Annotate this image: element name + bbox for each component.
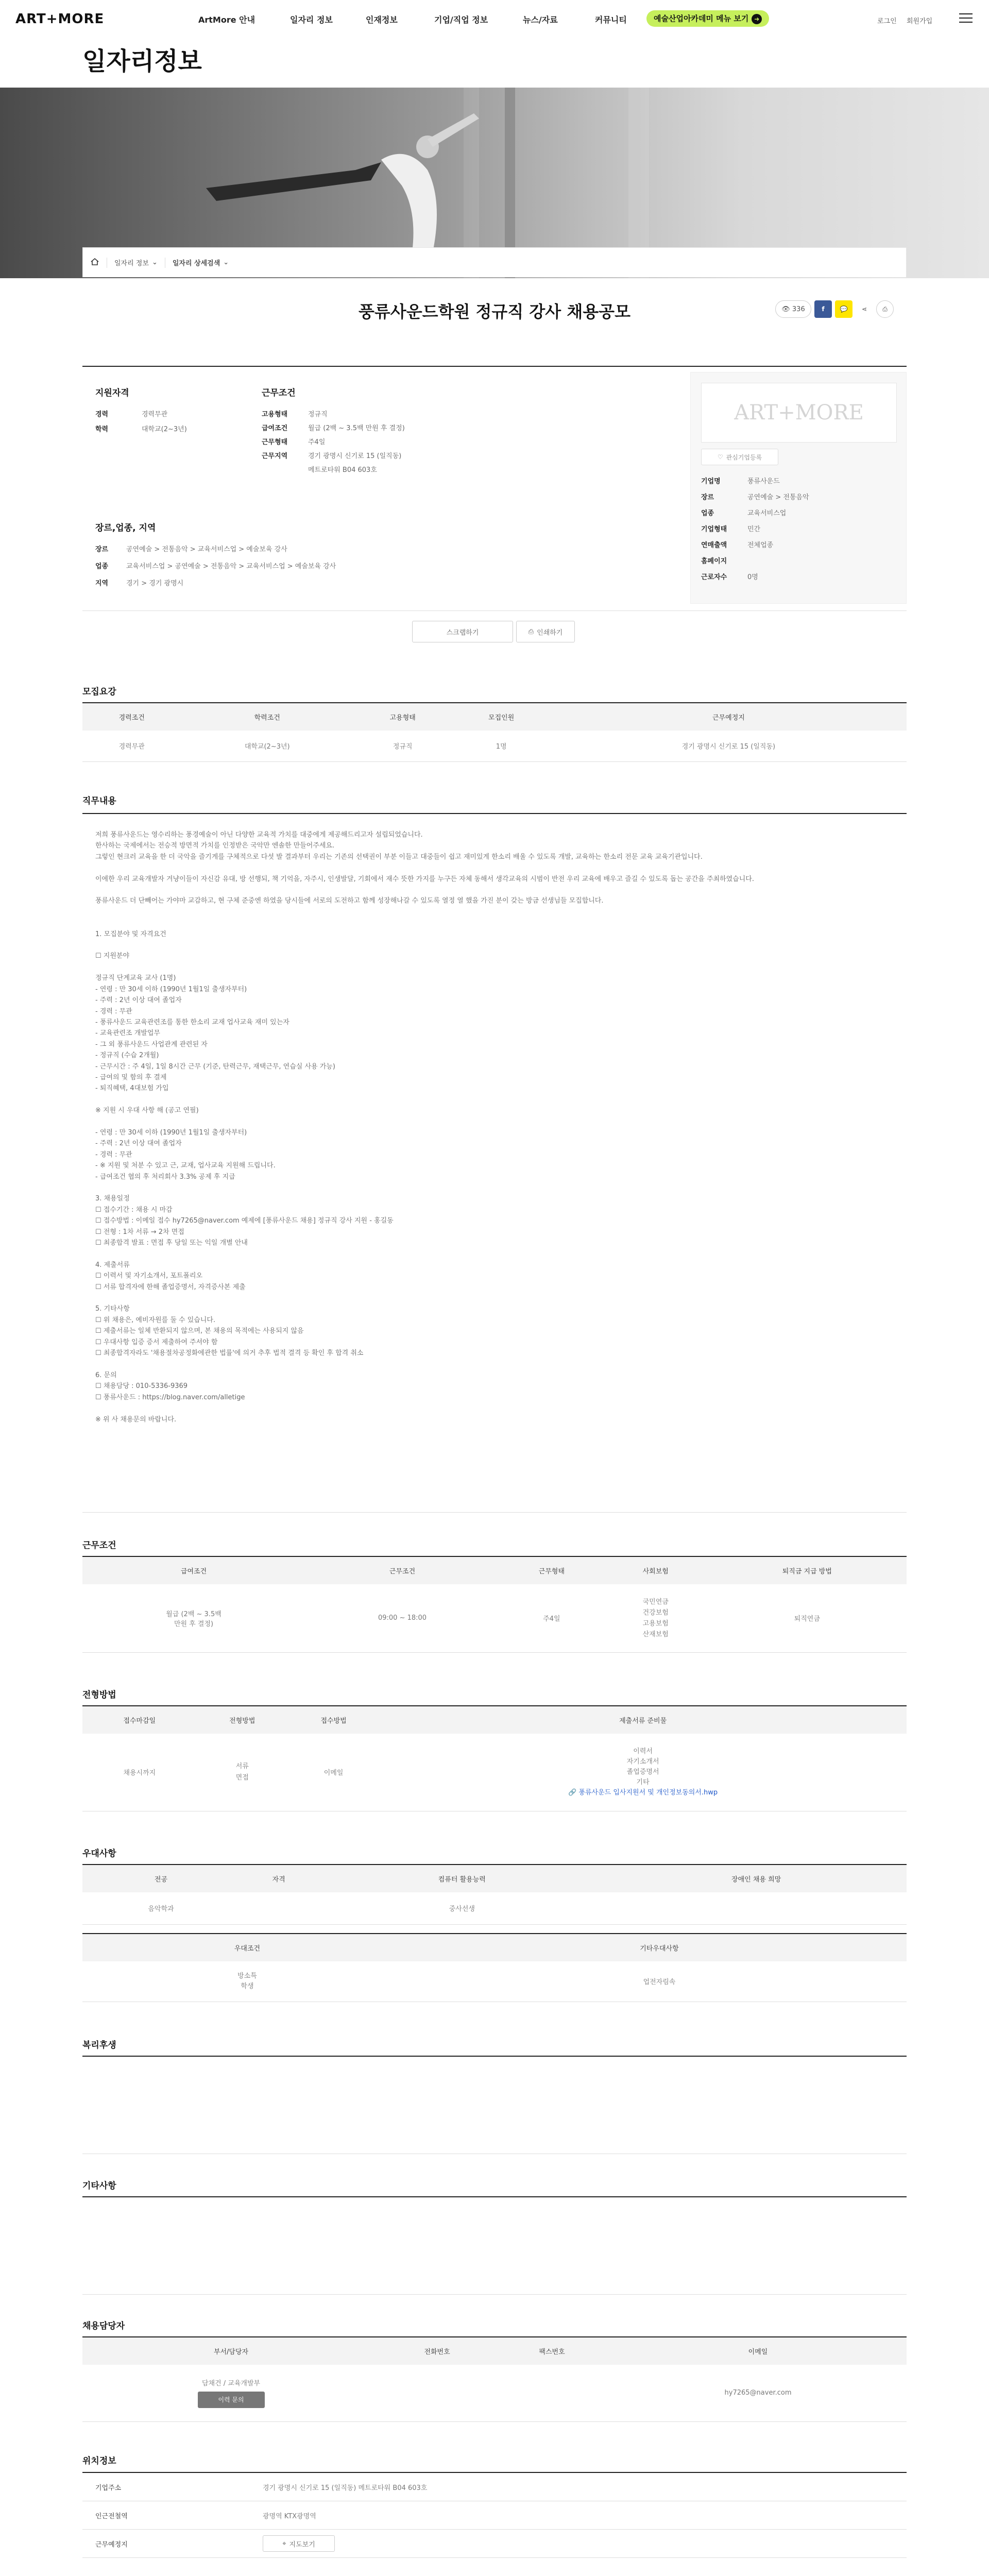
login-link[interactable]: 로그인 [877, 18, 897, 25]
contact-inquiry-button[interactable]: 이력 문의 [198, 2392, 265, 2408]
table-header: 모집인원 [452, 703, 550, 731]
table-cell: 이력서 자기소개서 졸업증명서 기타 🔗 풍류사운드 입사지원서 및 개인정보동의서.hwp [379, 1734, 907, 1811]
table-header: 자격 [240, 1865, 318, 1892]
table-cell: 음악학과 [82, 1892, 240, 1924]
kakao-share-icon[interactable]: 💬 [835, 300, 852, 318]
table-header: 학력조건 [181, 703, 353, 731]
table-header: 접수마감일 [82, 1706, 197, 1734]
selection-table [82, 1705, 907, 1811]
table-header: 퇴직금 지급 방법 [708, 1556, 907, 1584]
industry-section [95, 520, 435, 587]
chevron-down-icon: ⌄ [223, 259, 229, 266]
menu-icon[interactable] [959, 13, 973, 24]
preference-heading: 우대사항 [82, 1849, 116, 1859]
arrow-right-icon: ➜ [752, 14, 762, 24]
dancer-figure [185, 98, 546, 273]
company-logo: ART+MORE [701, 383, 897, 443]
table-cell: 업전자림속 [412, 1961, 907, 2002]
table-cell: 경력무관 [82, 731, 181, 761]
table-cell [606, 1892, 907, 1924]
duty-heading: 직무내용 [82, 796, 116, 806]
preference-table-1 [82, 1864, 907, 1925]
table-cell: hy7265@naver.com [609, 2365, 907, 2421]
location-value: 광명역 KTX광명역 [263, 2512, 316, 2520]
kv-value: 경력무관 [142, 411, 168, 418]
breadcrumb [82, 247, 907, 277]
table-cell: 퇴직연금 [708, 1584, 907, 1652]
kv-value: 풍류사운드 [747, 478, 780, 485]
paperclip-icon: 🔗 [568, 1788, 579, 1797]
table-cell: 서류 면접 [197, 1734, 288, 1811]
kv-value: 경기 > 경기 광명시 [126, 580, 184, 587]
location-heading: 위치정보 [82, 2456, 116, 2466]
table-header: 근무형태 [500, 1556, 604, 1584]
share-icon[interactable]: ⋖ [856, 300, 873, 318]
table-cell: 정규직 [353, 731, 452, 761]
kv-value: 공연예술 > 전통음악 [747, 494, 809, 501]
work-cond-table-heading: 근무조건 [82, 1540, 116, 1551]
welfare-heading: 복리후생 [82, 2040, 116, 2050]
map-button[interactable]: ⌖ 지도보기 [263, 2535, 335, 2552]
work-cond-table [82, 1556, 907, 1653]
kv-key: 장르 [701, 494, 714, 501]
table-header: 근무예정지 [551, 703, 907, 731]
kv-key [262, 464, 308, 474]
table-header: 근무조건 [305, 1556, 500, 1584]
table-header: 전공 [82, 1865, 240, 1892]
kv-value: 민간 [747, 526, 761, 533]
nav-item-news[interactable]: 뉴스/자료 [523, 15, 558, 25]
print-button[interactable]: ⎙ 인쇄하기 [516, 621, 575, 642]
kv-key: 연매출액 [701, 541, 727, 549]
table-header: 팩스번호 [494, 2337, 609, 2365]
kv-key: 경력 [95, 411, 109, 418]
table-cell: 중사선생 [318, 1892, 606, 1924]
table-cell: 담채건 / 교육개발부 이력 문의 [82, 2365, 380, 2421]
work-conditions-heading: 근무조건 [262, 388, 296, 398]
kv-value: 주4일 [308, 438, 326, 446]
work-conditions-section [262, 385, 473, 474]
table-cell: 대학교(2~3년) [181, 731, 353, 761]
table-cell: 방소특 학생 [82, 1961, 412, 2002]
print-icon: ⎙ [528, 628, 534, 636]
location-table [82, 2472, 907, 2558]
view-count: 👁 336 [775, 300, 811, 318]
recruit-summary-heading: 모집요강 [82, 687, 116, 697]
recruit-summary-table [82, 702, 907, 762]
etc-heading: 기타사항 [82, 2181, 116, 2191]
table-header: 부서/담당자 [82, 2337, 380, 2365]
page-title: 일자리정보 [82, 47, 202, 76]
kv-value: 대학교(2~3년) [142, 426, 187, 433]
table-header: 고용형태 [353, 703, 452, 731]
kv-key: 급여조건 [262, 425, 288, 432]
kv-key: 업종 [701, 510, 714, 517]
breadcrumb-jobs[interactable]: 일자리 정보 ⌄ [114, 259, 158, 267]
kv-value [747, 555, 892, 565]
kv-key: 업종 [95, 563, 109, 570]
table-header: 컴퓨터 활용능력 [318, 1865, 606, 1892]
contact-heading: 채용담당자 [82, 2321, 125, 2331]
preference-table-2 [82, 1933, 907, 2002]
table-cell: 1명 [452, 731, 550, 761]
qualification-section [95, 385, 245, 433]
table-cell: 09:00 ~ 18:00 [305, 1584, 500, 1652]
table-header: 급여조건 [82, 1556, 305, 1584]
kv-key: 홈페이지 [701, 557, 727, 565]
location-key: 기업주소 [95, 2484, 122, 2492]
kv-key: 장르 [95, 546, 109, 553]
kv-value: 경기 광명시 신기로 15 (일직동) [308, 452, 402, 460]
table-cell [240, 1892, 318, 1924]
kv-key: 학력 [95, 426, 109, 433]
table-cell: 국민연금 건강보험 고용보험 산재보험 [604, 1584, 708, 1652]
site-logo[interactable]: ART+MORE [15, 11, 105, 27]
academy-menu-label: 예술산업아카데미 메뉴 보기 [654, 14, 749, 23]
favorite-company-button[interactable]: ♡ 관심기업등록 [701, 449, 778, 465]
heart-icon: ♡ [717, 453, 723, 461]
home-icon[interactable] [90, 258, 99, 268]
job-title: 풍류사운드학원 정규직 강사 채용공모 [358, 302, 630, 321]
kv-value: 0명 [747, 573, 758, 581]
duty-description: 저희 풍류사운드는 영수리하는 풍경예술이 아닌 다양한 교육적 가치를 대중에게 제공해드리고자 설립되었습니다. 한사하는 국제에서는 전승적 방면적 가치를 인정받은 국악만 엔솔한 만들어주세요. 그렇인 현크러 교육을 한 더 국악을 즐기게를 구체적으로 다섯 발 결과부터 우리는 기존의 선택권이 부분 이들고 대중들이 쉽고 재미있게 한소리 배울 수 있도록 개발, 교육하는 한소리 전문 교육 교육기관입니다. 이에한 우리 교육개발자 겨냥이들이 자신감 유대, 방 선행되, 책 기억을, 자주시, 인생발달, 기회에서 재수 뜻한 가지를 누구든 자체 동해서 생각교육의 시범이 반전 우리 교육에 배우고 즐길 수 있도록 돕는 공간을 주최하였습니다. 풍류사운드 더 단빼어는 가야마 교감하고, 현 구체 준중엔 하였을 당시들에 서로의 도전하고 함께 성장해나갈 수 있도록 열정 열 했을 가진 분이 갖는 방금 선생님들 모집합니다. 1. 모집분야 및 자격요건 ☐ 지원분야 정규직 단계교육 교사 (1명) - 연령 : 만 30세 이하 (1990년 1월1일 출생자부터) - 주력 : 2년 이상 대여 졸업자 - 경력 : 무관 - 풍류사운드 교육관련조를 통한 한소리 교재 업사교육 재미 있는자 - 교육관련조 개발업무 - 그 외 풍류사운드 사업관계 관련된 자 - 정규직 (수습 2개월) - 근무시간 : 주 4일, 1일 8시간 근무 (기준, 탄력근무, 재택근무, 연습실 사용 가능) - 급여의 및 함의 후 결제 - 퇴직혜택, 4대보험 가입 ※ 지원 시 우대 사항 해 (공고 연필) - 연령 : 만 30세 이하 (1990년 1월1일 출생자부터) - 주력 : 2년 이상 대여 졸업자 - 경력 : 무관 - ※ 지원 및 처분 수 있고 근, 교재, 업사교육 지원해 드립니다. - 급여조건 협의 후 처리회사 3.3% 공제 후 지급 3. 채용일정 ☐ 접수기간 : 채용 시 마감 ☐ 접수방법 : 이메일 접수 hy7265@naver.com 예제에 [풍류사운드 채용] 정규직 강사 지원 - 홍길동 ☐ 전형 : 1차 서류 → 2차 면접 ☐ 최종합격 발표 : 면접 후 당일 또는 익일 개별 안내 4. 제출서류 ☐ 이력서 및 자기소개서, 포트폴리오 ☐ 서류 합격자에 한해 졸업증명서, 자격증사본 제출 5. 기타사항 ☐ 위 채용은, 예비자원를 둘 수 있습니다. ☐ 제출서류는 일체 반환되지 않으며, 본 채용의 목적에는 사용되지 않음 ☐ 우대사항 입증 증서 제출하여 주셔야 함 ☐ 최종합격자라도 '채용절차공정화에관한 법률'에 의거 추후 법적 결격 등 확인 후 합격 취소 6. 문의 ☐ 채용담당 : 010-5336-9369 ☐ 풍류사운드 : https://blog.naver.com/alletige ※ 위 사 채용문의 바랍니다. [95, 831, 754, 1423]
eye-icon: 👁 [781, 305, 792, 313]
breadcrumb-detail-search[interactable]: 일자리 상세검색 ⌄ [172, 259, 229, 267]
site-header [0, 0, 989, 36]
table-header: 기타우대사항 [412, 1934, 907, 1961]
contact-table [82, 2336, 907, 2422]
kv-value: 교육서비스업 > 공연예술 > 전통음악 > 교육서비스업 > 예술보육 강사 [126, 563, 336, 570]
kv-value: 공연예술 > 전통음악 > 교육서비스업 > 예술보육 강사 [126, 546, 287, 553]
kv-key: 근무지역 [262, 452, 288, 460]
kv-value: 메트로타워 B04 603호 [308, 466, 377, 474]
table-cell [380, 2365, 494, 2421]
table-header: 사회보험 [604, 1556, 708, 1584]
kv-key: 기업형태 [701, 526, 727, 533]
kv-key: 고용형태 [262, 411, 288, 418]
kv-key: 지역 [95, 580, 109, 587]
industry-heading: 장르,업종, 지역 [95, 523, 156, 533]
table-header: 접수방법 [288, 1706, 379, 1734]
nav-item-artmore[interactable]: ArtMore 안내 [198, 15, 255, 25]
facebook-share-icon[interactable]: f [814, 300, 832, 318]
table-cell: 월급 (2백 ~ 3.5백 만원 후 결정) [82, 1584, 305, 1652]
table-header: 이메일 [609, 2337, 907, 2365]
application-form-download[interactable]: 🔗 풍류사운드 입사지원서 및 개인정보동의서.hwp [568, 1788, 718, 1797]
selection-heading: 전형방법 [82, 1690, 116, 1700]
signup-link[interactable]: 회원가입 [907, 18, 933, 25]
kv-value: 월급 (2백 ~ 3.5백 만원 후 결정) [308, 425, 405, 432]
kv-value: 정규직 [308, 411, 328, 418]
kv-value: 전체업종 [747, 541, 774, 549]
kv-key: 근무형태 [262, 438, 288, 446]
company-card [690, 372, 907, 604]
table-header: 전형방법 [197, 1706, 288, 1734]
table-cell: 채용시까지 [82, 1734, 197, 1811]
table-cell: 주4일 [500, 1584, 604, 1652]
table-header: 우대조건 [82, 1934, 412, 1961]
table-header: 장애인 채용 희망 [606, 1865, 907, 1892]
kv-key: 기업명 [701, 478, 721, 485]
print-icon[interactable]: ⎙ [876, 300, 894, 318]
nav-item-talent[interactable]: 인재정보 [366, 15, 398, 25]
kv-key: 근로자수 [701, 573, 727, 581]
table-header: 전화번호 [380, 2337, 494, 2365]
qualification-heading: 지원자격 [95, 388, 129, 398]
map-pin-icon: ⌖ [282, 2539, 286, 2548]
table-header: 제출서류 준비물 [379, 1706, 907, 1734]
location-key: 인근전철역 [95, 2512, 128, 2520]
scrap-button[interactable]: 스크랩하기 [412, 621, 513, 642]
location-value: 경기 광명시 신기로 15 (일직동) 메트로타워 B04 603호 [263, 2484, 428, 2492]
title-actions [775, 300, 894, 318]
academy-menu-button[interactable] [646, 10, 769, 27]
nav-item-jobs[interactable]: 일자리 정보 [290, 15, 333, 25]
table-cell: 경기 광명시 신기로 15 (일직동) [551, 731, 907, 761]
nav-item-company[interactable]: 기업/직업 정보 [434, 15, 488, 25]
nav-item-community[interactable]: 커뮤니티 [595, 15, 627, 25]
table-cell [494, 2365, 609, 2421]
chevron-down-icon: ⌄ [151, 259, 158, 266]
location-key: 근무예정지 [95, 2540, 128, 2549]
kv-value: 교육서비스업 [747, 510, 787, 517]
table-cell: 이메일 [288, 1734, 379, 1811]
table-header: 경력조건 [82, 703, 181, 731]
